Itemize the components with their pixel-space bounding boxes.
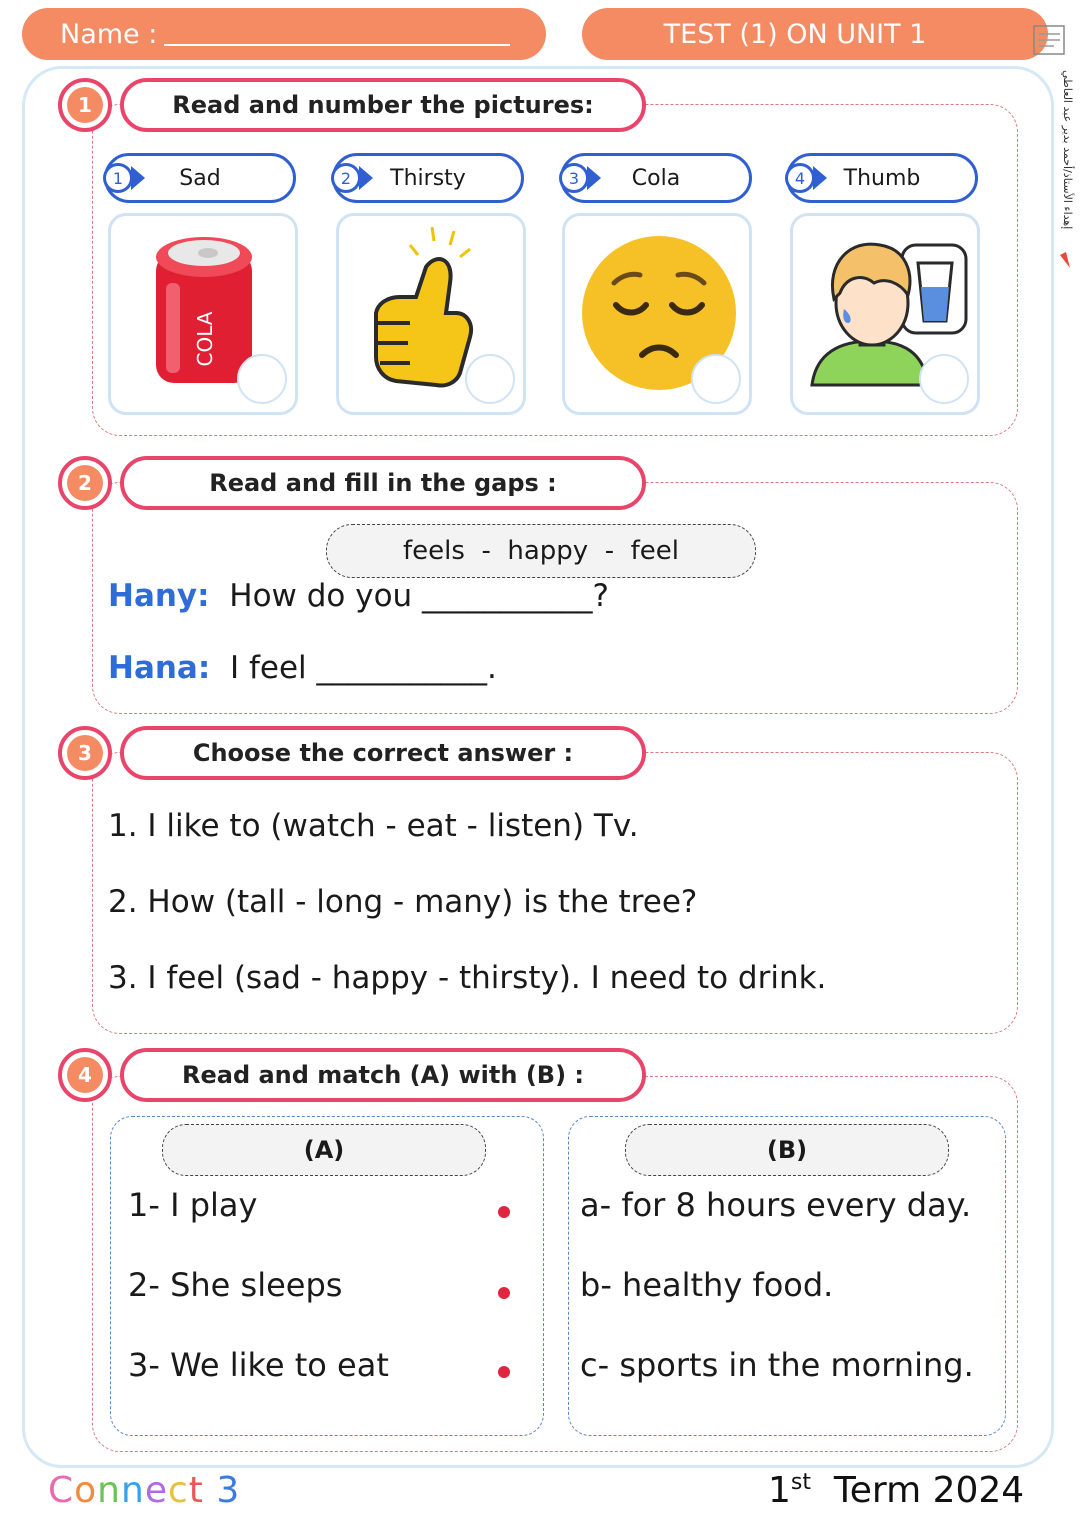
column-a-header: (A) [162,1124,486,1176]
label-thirsty [332,153,524,203]
match-b-3: c- sports in the morning. [580,1346,974,1384]
book-letter: n [97,1470,121,1511]
dialogue-text: I feel ___________. [229,650,497,686]
section-2-title: Read and fill in the gaps : [120,456,646,510]
picture-card-sad [562,213,752,415]
label-number: 4 [785,163,815,193]
label-text: Cola [631,165,681,191]
book-letter: e [144,1470,168,1511]
book-letter: t [188,1470,204,1511]
test-title: TEST (1) ON UNIT 1 [663,18,927,50]
arrow-icon [813,166,827,190]
term-text: Term 2024 [833,1470,1025,1511]
dialogue-line-2 [108,650,497,686]
label-text: Thumb [843,165,921,191]
answer-circle[interactable] [237,354,287,404]
book-letter: C [48,1470,75,1511]
match-b-2: b- healthy food. [580,1266,834,1304]
side-credit: إهداء الأستاذ/أحمد بدير عبد العاطي [1061,70,1074,230]
book-letter: n [121,1470,145,1511]
book-letter: o [74,1470,98,1511]
label-number: 3 [559,163,589,193]
picture-card-cola [108,213,298,415]
dialogue-text: How do you ___________? [229,578,610,614]
label-number: 2 [331,163,361,193]
section-1-number: 1 [58,78,112,132]
book-letter: c [167,1470,189,1511]
answer-circle[interactable] [919,354,969,404]
name-input-line[interactable] [164,44,510,46]
section-3-number: 3 [58,726,112,780]
label-number: 1 [103,163,133,193]
arrow-icon [131,166,145,190]
section-1-title: Read and number the pictures: [120,78,646,132]
answer-circle[interactable] [691,354,741,404]
can-text: COLA [193,311,217,367]
term-label [768,1470,1024,1511]
book-letter: 3 [216,1470,241,1511]
label-thumb [786,153,978,203]
section-3-title: Choose the correct answer : [120,726,646,780]
label-sad [104,153,296,203]
match-dot[interactable] [498,1287,510,1299]
match-a-3: 3- We like to eat [128,1346,389,1384]
speaker-name: Hany: [108,578,210,614]
book-letter [204,1470,216,1511]
answer-circle[interactable] [465,354,515,404]
match-dot[interactable] [498,1366,510,1378]
book-title [48,1470,240,1511]
label-cola [560,153,752,203]
arrow-icon [587,166,601,190]
picture-card-thirsty [790,213,980,415]
match-b-1: a- for 8 hours every day. [580,1186,972,1224]
match-a-1: 1- I play [128,1186,258,1224]
picture-card-thumb [336,213,526,415]
dialogue-line-1 [108,578,609,614]
section-2-number: 2 [58,456,112,510]
question-1: 1. I like to (watch - eat - listen) Tv. [108,808,639,844]
name-header [22,8,546,60]
question-3: 3. I feel (sad - happy - thirsty). I need to drink. [108,960,827,996]
column-b-header: (B) [625,1124,949,1176]
arrow-icon [359,166,373,190]
label-text: Sad [179,165,221,191]
match-dot[interactable] [498,1206,510,1218]
name-label: Name : [60,18,158,50]
word-bank: feels - happy - feel [326,524,756,578]
match-a-2: 2- She sleeps [128,1266,343,1304]
section-4-title: Read and match (A) with (B) : [120,1048,646,1102]
term-number: 1 [768,1470,791,1511]
speaker-name: Hana: [108,650,211,686]
question-2: 2. How (tall - long - many) is the tree? [108,884,698,920]
label-text: Thirsty [390,165,466,191]
test-title-header [582,8,1048,60]
term-suffix: st [790,1470,811,1495]
section-4-number: 4 [58,1048,112,1102]
